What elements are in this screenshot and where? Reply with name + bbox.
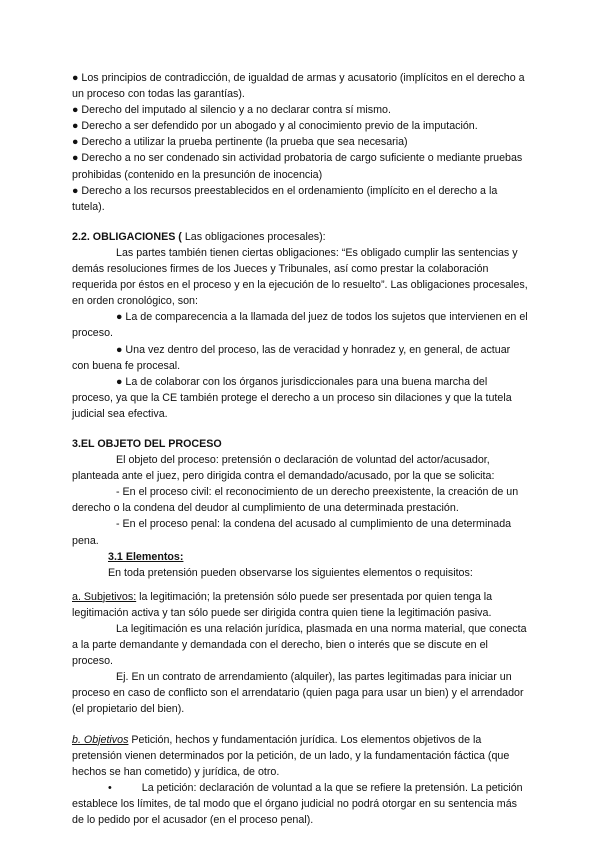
paragraph: - En el proceso penal: la condena del acusado al cumplimiento de una determinada pena. xyxy=(72,518,512,547)
rights-bullet-list xyxy=(72,70,530,215)
paragraph: Ej. En un contrato de arrendamiento (alquiler), las partes legitimadas para iniciar un proceso en caso de conflicto son el arrendatario (quien paga para usar un bien) y el arrendador (el propietario del bien). xyxy=(72,671,524,716)
subsection-heading-elementos xyxy=(72,549,530,565)
paragraph-objetivos xyxy=(72,732,530,780)
section-heading-objeto: 3.EL OBJETO DEL PROCESO xyxy=(72,437,222,450)
list-item: ● Derecho a utilizar la prueba pertinente (la prueba que sea necesaria) xyxy=(72,136,408,149)
document-page xyxy=(72,70,530,828)
text-subjetivos: la legitimación; la pretensión sólo puede ser presentada por quien tenga la legitimación activa y tan sólo puede ser dirigida contra quien tiene la legitimación pasiva. xyxy=(72,590,493,619)
heading-bold: 2.2. OBLIGACIONES ( xyxy=(72,230,182,243)
heading-rest: Las obligaciones procesales): xyxy=(181,230,326,243)
peticion-text: La petición: declaración de voluntad a la que se refiere la pretensión. La petición establece los límites, de tal modo que el órgano judicial no podrá otorgar en su sentencia más de lo pedido por el acusador (en el proceso penal). xyxy=(72,781,523,827)
list-item: ● Derecho a ser defendido por un abogado y al conocimiento previo de la imputación. xyxy=(72,120,478,133)
list-item: ● Una vez dentro del proceso, las de veracidad y honradez y, en general, de actuar con buena fe procesal. xyxy=(72,343,511,372)
section-heading-obligaciones xyxy=(72,229,530,245)
paragraph: La legitimación es una relación jurídica, plasmada en una norma material, que conecta a la parte demandante y demandada con el derecho, bien o interés que se discute en el proceso. xyxy=(72,623,527,668)
text-objetivos: Petición, hechos y fundamentación jurídica. Los elementos objetivos de la pretensión vienen determinados por la petición, de un lado, y la fundamentación fáctica (que hechos se han cometido) y jurídica, de otro. xyxy=(72,733,510,778)
label-subjetivos: a. Subjetivos: xyxy=(72,590,137,603)
list-item: ● Derecho a no ser condenado sin actividad probatoria de cargo suficiente o mediante pruebas prohibidas (contenido en la presunción de inocencia) xyxy=(72,152,523,181)
bullet-icon: • xyxy=(108,781,112,794)
list-item: ● La de comparecencia a la llamada del juez de todos los sujetos que intervienen en el proceso. xyxy=(72,311,528,340)
label-objetivos: b. Objetivos xyxy=(72,733,129,746)
list-item: ● Derecho a los recursos preestablecidos en el ordenamiento (implícito en el derecho a la tutela). xyxy=(72,184,498,213)
list-item: ● La de colaborar con los órganos jurisdiccionales para una buena marcha del proceso, ya que la CE también protege el derecho a un proceso sin dilaciones y que la tutela judicial sea efectiva. xyxy=(72,375,512,420)
paragraph: - En el proceso civil: el reconocimiento de un derecho preexistente, la creación de un derecho o la condena del deudor al cumplimiento de una determinada prestación. xyxy=(72,486,519,515)
subheading-text: 3.1 Elementos: xyxy=(108,550,184,563)
paragraph: En toda pretensión pueden observarse los siguientes elementos o requisitos: xyxy=(108,566,473,579)
list-item: ● Los principios de contradicción, de igualdad de armas y acusatorio (implícitos en el derecho a un proceso con todas las garantías). xyxy=(72,72,525,101)
paragraph: El objeto del proceso: pretensión o declaración de voluntad del actor/acusador, planteada ante el juez, pero dirigida contra el demandado/acusado, por la que se solicita: xyxy=(72,454,495,483)
list-item: ● Derecho del imputado al silencio y a no declarar contra sí mismo. xyxy=(72,104,391,117)
paragraph-peticion xyxy=(72,780,530,828)
paragraph: Las partes también tienen ciertas obligaciones: “Es obligado cumplir las sentencias y demás resoluciones firmes de los Jueces y Tribunales, así como prestar la colaboración requerida por éstos en el proceso y en la ejecución de lo resuelto”. Las obligaciones procesales, en orden cronológico, son: xyxy=(72,246,528,308)
paragraph-subjetivos xyxy=(72,589,530,621)
